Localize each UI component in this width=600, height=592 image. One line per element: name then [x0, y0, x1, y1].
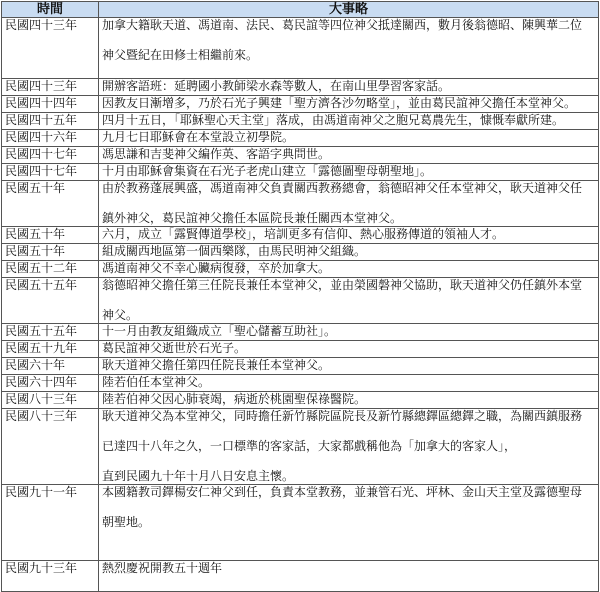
time-header: 時間 — [2, 2, 99, 18]
row-time: 民國四十三年 — [2, 79, 99, 96]
row-event: 耿天道神父為本堂神父，同時擔任新竹縣院區院長及新竹縣總鐸區總鐸之職，為關西鎮服務 已達四十八年之久，一口標準的客家話，大家都戲稱他為「加拿大的客家人」， 直到民國九十年十月八日安息主懷。 — [99, 409, 599, 485]
row-event: 加拿大籍耿天道、馮道南、法民、葛民誼等四位神父抵達關西，數月後翁德昭、陳興華二位 神父暨紀在田修士相繼前來。 — [99, 18, 599, 79]
table-row — [2, 561, 599, 592]
row-event: 馮思謙和吉斐神父編作英、客語字典問世。 — [99, 147, 599, 164]
row-event: 組成關西地區第一個西樂隊，由馬民明神父組織。 — [99, 244, 599, 261]
row-event: 十一月由教友組織成立「聖心儲蓄互助社」。 — [99, 324, 599, 341]
row-time: 民國五十五年 — [2, 278, 99, 324]
table-row — [2, 358, 599, 375]
row-time: 民國九十三年 — [2, 561, 99, 592]
row-event: 十月由耶穌會集資在石光子老虎山建立「露德圖聖母朝聖地」。 — [99, 164, 599, 181]
row-time: 民國四十七年 — [2, 147, 99, 164]
row-event: 葛民誼神父逝世於石光子。 — [99, 341, 599, 358]
table-row — [2, 409, 599, 485]
row-event: 陸若伯神父因心肺衰竭，病逝於桃園聖保祿醫院。 — [99, 392, 599, 409]
row-event: 本國籍教司鐸楊安仁神父到任，負責本堂教務，並兼管石光、坪林、金山天主堂及露德聖母 朝聖地。 — [99, 485, 599, 561]
table-row — [2, 79, 599, 96]
table-row — [2, 147, 599, 164]
row-time: 民國四十五年 — [2, 113, 99, 130]
row-event: 由於教務蓬展興盛，馮道南神父負責關西教務總會，翁德昭神父任本堂神父，耿天道神父任 鎮外神父，葛民誼神父擔任本區院長兼任關西本堂神父。 — [99, 181, 599, 227]
row-time: 民國八十三年 — [2, 392, 99, 409]
table-row — [2, 113, 599, 130]
row-event: 六月，成立「露賢傳道學校」，培訓更多有信仰、熱心服務傳道的領袖人才。 — [99, 227, 599, 244]
row-event: 陸若伯任本堂神父。 — [99, 375, 599, 392]
table-row — [2, 227, 599, 244]
row-time: 民國九十一年 — [2, 485, 99, 561]
row-time: 民國五十年 — [2, 227, 99, 244]
row-event: 因教友日漸增多，乃於石光子興建「聖方濟各沙勿略堂」，並由葛民誼神父擔任本堂神父。 — [99, 96, 599, 113]
row-event: 馮道南神父不幸心臟病復發，卒於加拿大。 — [99, 261, 599, 278]
table-row — [2, 244, 599, 261]
history-table — [1, 1, 599, 592]
row-event: 耿天道神父擔任第四任院長兼任本堂神父。 — [99, 358, 599, 375]
row-time: 民國六十年 — [2, 358, 99, 375]
table-row — [2, 96, 599, 113]
table-row — [2, 181, 599, 227]
row-event: 四月十五日，「耶穌聖心天主堂」落成，由馮道南神父之胞兄葛農先生，慷慨奉獻所建。 — [99, 113, 599, 130]
row-time: 民國五十年 — [2, 244, 99, 261]
table-row — [2, 485, 599, 561]
table-row — [2, 392, 599, 409]
row-time: 民國五十九年 — [2, 341, 99, 358]
table-row — [2, 324, 599, 341]
table-row — [2, 18, 599, 79]
row-event: 九月七日耶穌會在本堂設立初學院。 — [99, 130, 599, 147]
table-row — [2, 130, 599, 147]
table-row — [2, 375, 599, 392]
row-time: 民國五十二年 — [2, 261, 99, 278]
row-time: 民國四十六年 — [2, 130, 99, 147]
row-time: 民國五十年 — [2, 181, 99, 227]
row-time: 民國五十五年 — [2, 324, 99, 341]
row-time: 民國四十七年 — [2, 164, 99, 181]
table-row — [2, 278, 599, 324]
table-row — [2, 261, 599, 278]
row-event: 熱烈慶祝開教五十週年 — [99, 561, 599, 592]
row-time: 民國四十四年 — [2, 96, 99, 113]
table-row — [2, 164, 599, 181]
table-row — [2, 341, 599, 358]
row-time: 民國八十三年 — [2, 409, 99, 485]
events-header: 大事略 — [99, 2, 599, 18]
row-event: 翁德昭神父擔任第三任院長兼任本堂神父，並由榮國磐神父協助，耿天道神父仍任鎮外本堂 神父。 — [99, 278, 599, 324]
header-row — [2, 2, 599, 18]
row-time: 民國六十四年 — [2, 375, 99, 392]
row-event: 開辦客語班：延聘國小教師梁水森等數人，在南山里學習客家話。 — [99, 79, 599, 96]
row-time: 民國四十三年 — [2, 18, 99, 79]
